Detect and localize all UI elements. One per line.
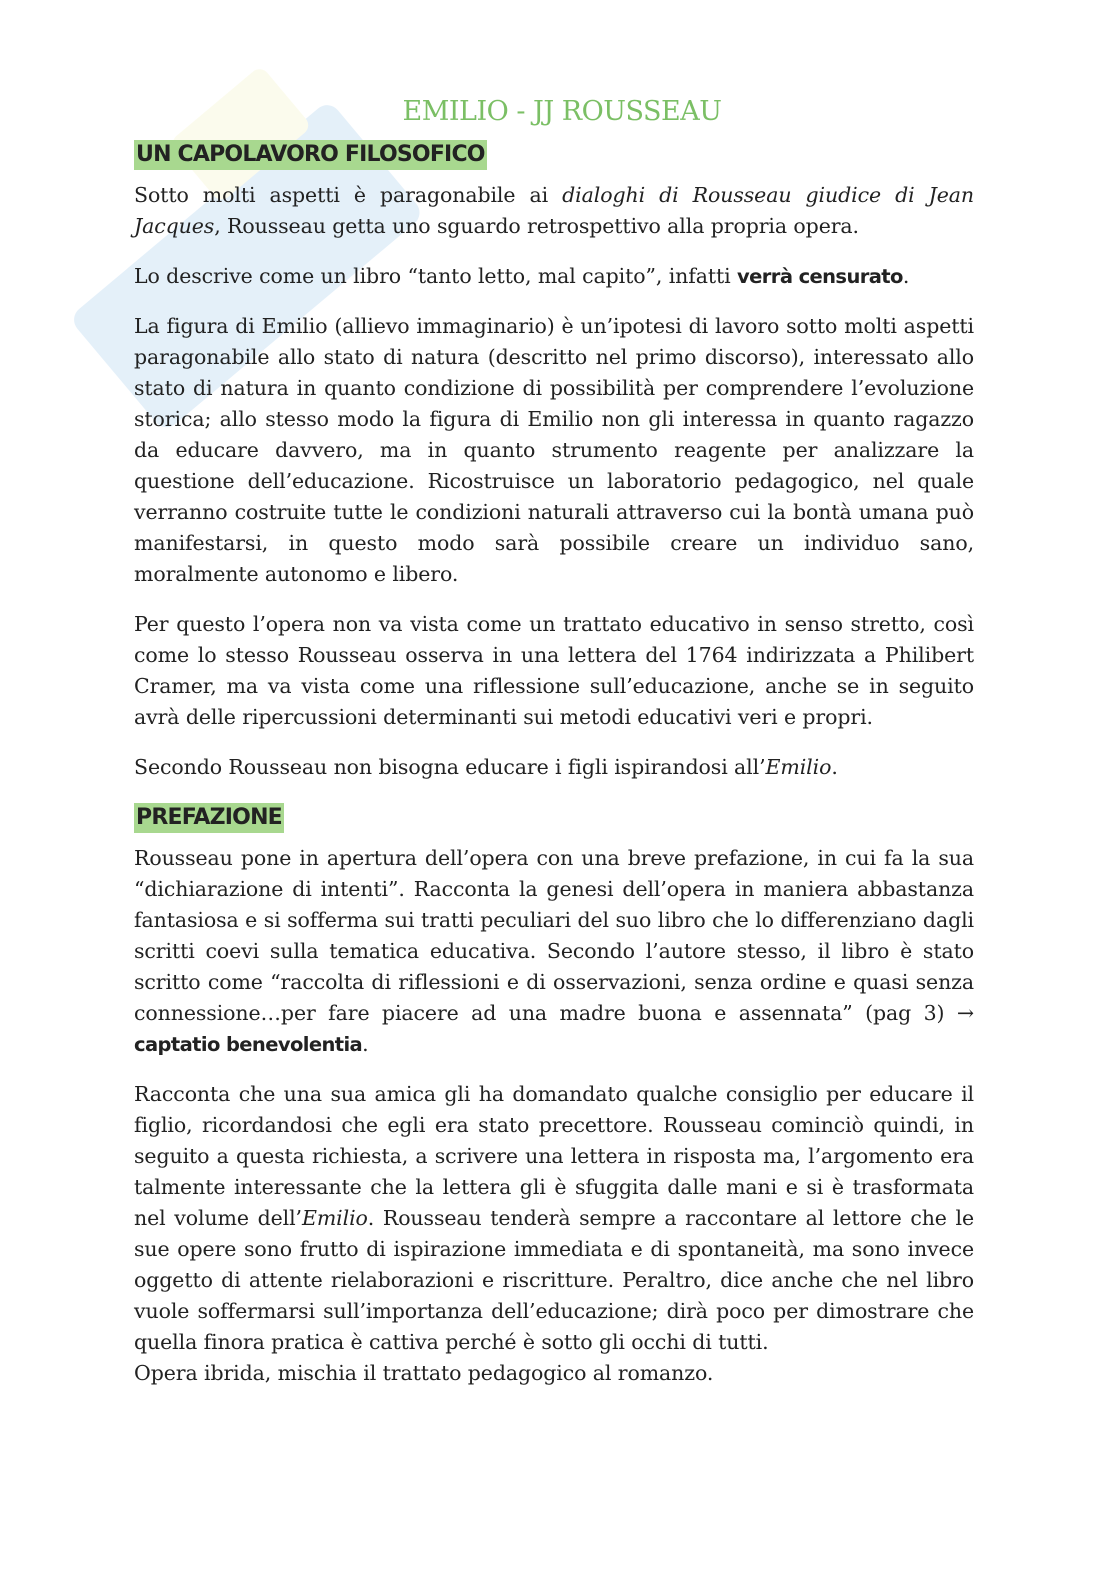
page-title: EMILIO - JJ ROUSSEAU <box>402 96 722 127</box>
paragraph: Opera ibrida, mischia il trattato pedagogico al romanzo. <box>134 1361 714 1385</box>
paragraph: Rousseau pone in apertura dell’opera con una breve prefazione, in cui fa la sua “dichiarazione di intenti”. Racconta la genesi dell’opera in maniera abbastanza fantasiosa e si sofferma sui tratti peculiari del suo libro che lo differenziano dagli scritti coevi sulla tematica educativa. Secondo l’autore stesso, il libro è stato scritto come “raccolta di riflessioni e di osservazioni, senza ordine e quasi senza connessione…per fare piacere ad una madre buona e assennata” (pag 3) → captatio benevolentia. <box>134 846 974 1056</box>
paragraph: Per questo l’opera non va vista come un trattato educativo in senso stretto, così come lo stesso Rousseau osserva in una lettera del 1764 indirizzata a Philibert Cramer, ma va vista come una riflessione sull’educazione, anche se in seguito avrà delle ripercussioni determinanti sui metodi educativi veri e propri. <box>134 612 974 729</box>
document-body <box>134 96 974 1408</box>
paragraph: Racconta che una sua amica gli ha domandato qualche consiglio per educare il figlio, ricordandosi che egli era stato precettore. Rousseau cominciò quindi, in seguito a questa richiesta, a scrivere una lettera in risposta ma, l’argomento era talmente interessante che la lettera gli è sfuggita dalle mani e si è trasformata nel volume dell’Emilio. Rousseau tenderà sempre a raccontare al lettore che le sue opere sono frutto di ispirazione immediata e di spontaneità, ma sono invece oggetto di attente rielaborazioni e riscritture. Peraltro, dice anche che nel libro vuole soffermarsi sull’importanza dell’educazione; dirà poco per dimostrare che quella finora pratica è cattiva perché è sotto gli occhi di tutti. <box>134 1082 974 1354</box>
paragraph: La figura di Emilio (allievo immaginario) è un’ipotesi di lavoro sotto molti aspetti paragonabile allo stato di natura (descritto nel primo discorso), interessato allo stato di natura in quanto condizione di possibilità per comprendere l’evoluzione storica; allo stesso modo la figura di Emilio non gli interessa in quanto ragazzo da educare davvero, ma in quanto strumento reagente per analizzare la questione dell’educazione. Ricostruisce un laboratorio pedagogico, nel quale verranno costruite tutte le condizioni naturali attraverso cui la bontà umana può manifestarsi, in questo modo sarà possibile creare un individuo sano, moralmente autonomo e libero. <box>134 314 974 586</box>
section-heading-capolavoro: UN CAPOLAVORO FILOSOFICO <box>134 140 487 170</box>
paragraph: Secondo Rousseau non bisogna educare i figli ispirandosi all’Emilio. <box>134 755 838 779</box>
section-heading-prefazione: PREFAZIONE <box>134 803 284 833</box>
paragraph: Sotto molti aspetti è paragonabile ai dialoghi di Rousseau giudice di Jean Jacques, Rousseau getta uno sguardo retrospettivo alla propria opera. <box>134 183 974 238</box>
paragraph: Lo descrive come un libro “tanto letto, mal capito”, infatti verrà censurato. <box>134 264 910 288</box>
